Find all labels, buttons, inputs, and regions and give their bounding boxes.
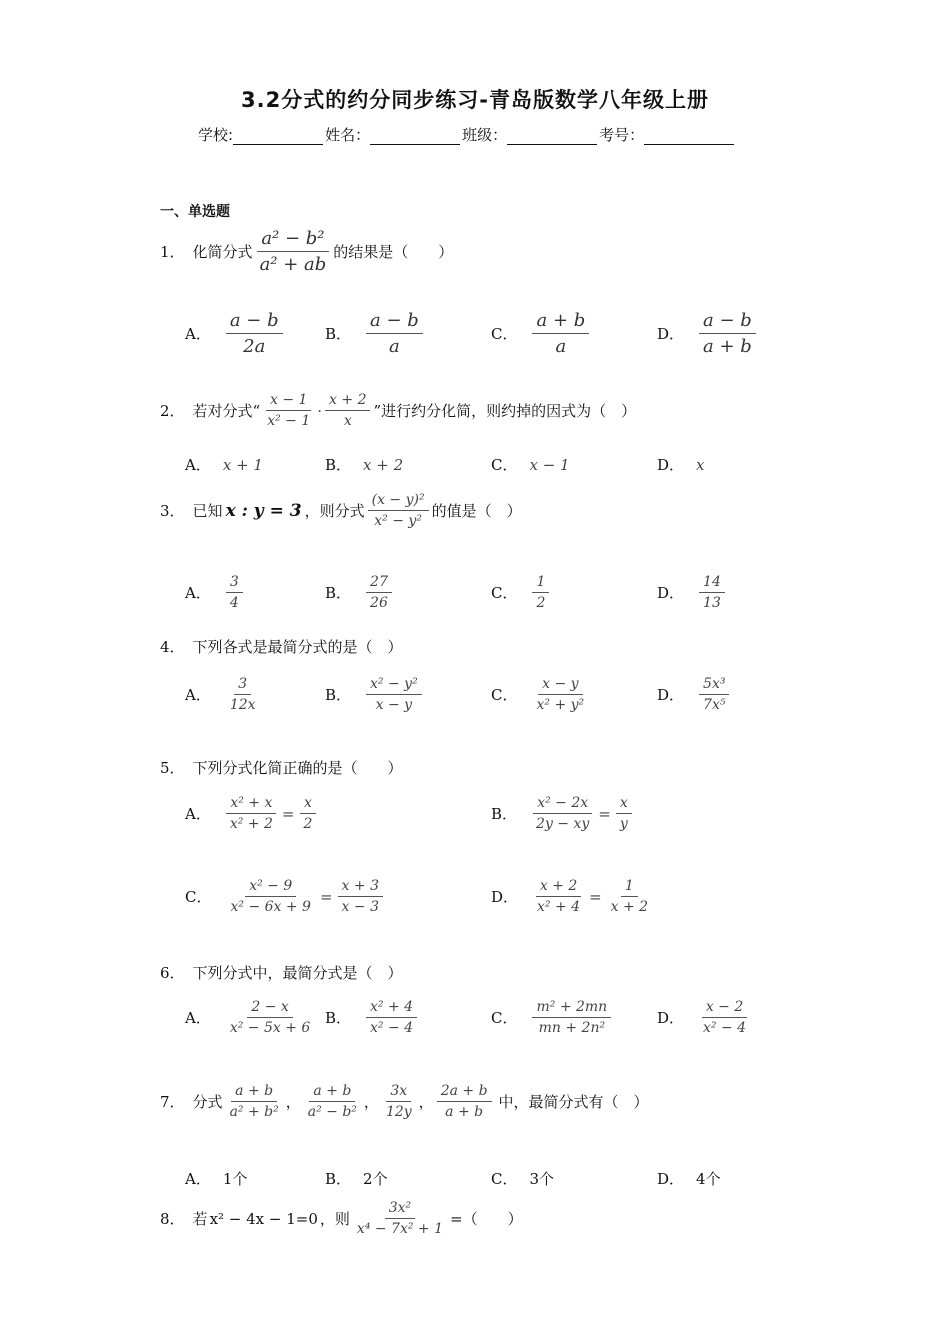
denominator: 2 — [536, 595, 546, 611]
question-fraction — [437, 1083, 492, 1120]
student-info-row — [198, 124, 736, 145]
option-label: A． — [185, 1170, 211, 1188]
option-d[interactable] — [657, 999, 753, 1036]
option-label: C． — [491, 456, 518, 474]
option-equation — [529, 795, 635, 832]
numerator: a + b — [231, 1083, 277, 1102]
option-b[interactable] — [325, 999, 420, 1036]
separator: ， — [285, 1093, 301, 1111]
denominator: 2a — [243, 336, 266, 357]
denominator: a² + b² — [229, 1104, 279, 1120]
option-fraction — [532, 999, 611, 1036]
page-title: 3.2分式的约分同步练习-青岛版数学八年级上册 — [241, 88, 709, 112]
option-equation — [223, 795, 320, 832]
denominator: x² − 5x + 6 — [229, 1020, 311, 1036]
numerator: 3x — [386, 1083, 411, 1102]
question-text: ”进行约分化简，则约掉的因式为（ ） — [373, 402, 637, 420]
denominator: x² − 4 — [703, 1020, 747, 1036]
numerator: x − y — [538, 676, 582, 695]
option-label: A． — [185, 686, 211, 704]
option-label: D． — [491, 888, 519, 906]
numerator: x — [300, 795, 316, 814]
option-fraction — [366, 310, 423, 357]
numerator: x² − 2x — [533, 795, 592, 814]
option-a[interactable] — [185, 676, 263, 713]
question-number: 1． — [160, 243, 185, 261]
numerator: a − b — [699, 310, 756, 334]
option-label: C． — [185, 888, 212, 906]
numerator: a − b — [366, 310, 423, 334]
option-c[interactable] — [491, 574, 552, 611]
denominator: 2 — [303, 816, 313, 832]
question-fraction — [256, 228, 331, 275]
numerator: 27 — [366, 574, 392, 593]
equals-sign: = — [589, 887, 602, 906]
option-label: A． — [185, 1009, 211, 1027]
denominator: x − y — [375, 697, 413, 713]
option-fraction — [226, 676, 260, 713]
option-c[interactable] — [491, 999, 614, 1036]
option-c[interactable] — [491, 310, 592, 357]
question-fraction — [368, 492, 429, 529]
numerator: x² − 9 — [245, 878, 296, 897]
numerator: x — [616, 795, 632, 814]
right-fraction — [616, 795, 632, 832]
option-label: B． — [325, 325, 352, 343]
denominator: x² + y² — [536, 697, 585, 713]
numerator: a + b — [532, 310, 589, 334]
question-number: 6． — [160, 964, 185, 982]
denominator: 4 — [229, 595, 239, 611]
numerator: 3 — [234, 676, 251, 695]
option-d[interactable] — [657, 454, 705, 475]
question-3 — [160, 492, 522, 529]
numerator: 2 − x — [247, 999, 292, 1018]
denominator: a + b — [445, 1104, 484, 1120]
numerator: x² + x — [226, 795, 276, 814]
equals-sign: = — [281, 804, 295, 823]
option-label: B． — [325, 686, 352, 704]
option-value: x — [696, 455, 705, 474]
question-number: 5． — [160, 759, 185, 777]
option-d[interactable] — [657, 310, 759, 357]
numerator: x² − y² — [366, 676, 422, 695]
question-number: 4． — [160, 638, 185, 656]
option-value: x + 2 — [363, 455, 404, 474]
numerator: a² − b² — [257, 228, 328, 252]
option-equation — [223, 878, 386, 915]
question-text: 下列分式化简正确的是（ ） — [192, 759, 403, 777]
denominator: a — [555, 336, 567, 357]
right-fraction — [338, 878, 383, 915]
option-label: B． — [325, 1170, 352, 1188]
option-label: A． — [185, 456, 211, 474]
option-value: 4个 — [696, 1170, 721, 1188]
question-fraction — [382, 1083, 416, 1120]
option-a[interactable] — [185, 999, 317, 1036]
option-c[interactable] — [185, 878, 386, 915]
option-label: D． — [657, 1009, 685, 1027]
denominator: x² − 4 — [370, 1020, 414, 1036]
denominator: a² + ab — [259, 254, 327, 275]
numerator: x + 2 — [325, 392, 370, 411]
option-fraction — [699, 676, 729, 713]
option-label: B． — [325, 584, 352, 602]
denominator: 2y − xy — [536, 816, 590, 832]
question-text: ，则 — [319, 1210, 350, 1228]
numerator: (x − y)² — [368, 492, 429, 511]
numerator: x² + 4 — [366, 999, 417, 1018]
option-label: C． — [491, 1170, 518, 1188]
option-fraction — [532, 676, 588, 713]
option-c[interactable] — [491, 1168, 554, 1189]
question-8 — [160, 1200, 523, 1237]
question-number: 7． — [160, 1093, 185, 1111]
left-fraction — [226, 795, 277, 832]
numerator: 3 — [226, 574, 243, 593]
option-a[interactable] — [185, 1168, 247, 1189]
option-fraction — [699, 310, 756, 357]
name-blank — [370, 128, 460, 145]
question-number: 3． — [160, 502, 185, 520]
question-text: 若对分式“ — [192, 402, 261, 420]
numerator: x + 3 — [338, 878, 383, 897]
denominator: 7x⁵ — [703, 697, 726, 713]
denominator: a — [389, 336, 400, 357]
class-blank — [507, 128, 597, 145]
question-text: 已知 — [192, 502, 223, 520]
option-label: B． — [325, 1009, 352, 1027]
option-fraction — [366, 676, 422, 713]
name-label: 姓名： — [325, 126, 371, 144]
option-d[interactable] — [657, 676, 732, 713]
option-label: D． — [657, 584, 685, 602]
numerator: m² + 2mn — [532, 999, 611, 1018]
question-text: 下列各式是最简分式的是（ ） — [192, 638, 403, 656]
option-b[interactable] — [325, 676, 425, 713]
left-fraction — [532, 795, 593, 832]
question-text: =（ ） — [450, 1210, 523, 1228]
multiply-dot: · — [317, 401, 323, 420]
option-d[interactable] — [657, 574, 728, 611]
option-value: 3个 — [529, 1170, 555, 1188]
option-fraction — [366, 999, 417, 1036]
option-label: D． — [657, 686, 685, 704]
left-fraction — [533, 878, 584, 915]
option-a[interactable] — [185, 310, 286, 357]
denominator: y — [619, 816, 628, 832]
denominator: x² + 2 — [229, 816, 273, 832]
section-heading: 一、单选题 — [160, 204, 230, 220]
question-text: 化简分式 — [192, 243, 253, 261]
denominator: x⁴ − 7x² + 1 — [356, 1221, 444, 1237]
denominator: x — [343, 413, 352, 429]
question-fraction — [304, 1083, 361, 1120]
numerator: x + 2 — [536, 878, 581, 897]
option-label: C． — [491, 584, 518, 602]
question-text: 若 — [192, 1210, 208, 1228]
question-text: 分式 — [192, 1093, 223, 1111]
option-value: x + 1 — [222, 455, 263, 474]
denominator: x² − 1 — [267, 413, 311, 429]
denominator: 26 — [370, 595, 388, 611]
numerator: x − 2 — [702, 999, 747, 1018]
option-value: 1个 — [222, 1170, 248, 1188]
option-c[interactable] — [491, 454, 570, 475]
equals-sign: = — [319, 887, 333, 906]
denominator: 12y — [385, 1104, 412, 1120]
option-label: C． — [491, 1009, 518, 1027]
option-label: B． — [491, 805, 518, 823]
option-d[interactable] — [491, 878, 655, 915]
option-a[interactable] — [185, 795, 319, 832]
numerator: 1 — [621, 878, 638, 897]
option-value: 2个 — [363, 1170, 388, 1188]
question-fraction — [226, 1083, 283, 1120]
question-4 — [160, 636, 403, 657]
option-equation — [530, 878, 655, 915]
denominator: x² − 6x + 9 — [230, 899, 311, 915]
question-fraction — [325, 392, 370, 429]
numerator: 1 — [532, 574, 549, 593]
question-text: 下列分式中，最简分式是（ ） — [192, 964, 403, 982]
exam-no-blank — [644, 128, 734, 145]
denominator: mn + 2n² — [538, 1020, 606, 1036]
option-label: C． — [491, 686, 518, 704]
option-label: D． — [657, 456, 685, 474]
option-fraction — [226, 310, 283, 357]
option-b[interactable] — [325, 574, 395, 611]
option-b[interactable] — [325, 310, 426, 357]
option-label: C． — [491, 325, 518, 343]
separator: ， — [418, 1093, 434, 1111]
class-label: 班级： — [462, 126, 508, 144]
option-value: x − 1 — [529, 455, 570, 474]
question-number: 2． — [160, 402, 185, 420]
option-c[interactable] — [491, 676, 591, 713]
option-label: A． — [185, 584, 211, 602]
question-text: 的值是（ ） — [431, 502, 522, 520]
option-b[interactable] — [325, 1168, 388, 1189]
right-fraction — [299, 795, 316, 832]
question-6 — [160, 962, 403, 983]
question-1 — [160, 228, 453, 275]
option-b[interactable] — [491, 795, 635, 832]
question-7 — [160, 1083, 649, 1120]
question-2 — [160, 392, 636, 429]
left-fraction — [226, 878, 314, 915]
ratio-condition: x : y = 3 — [225, 500, 302, 521]
option-label: A． — [185, 325, 211, 343]
option-label: D． — [657, 1170, 685, 1188]
denominator: a² − b² — [307, 1104, 357, 1120]
question-fraction — [353, 1200, 447, 1237]
denominator: 13 — [703, 595, 721, 611]
question-text: ，则分式 — [304, 502, 365, 520]
option-fraction — [532, 310, 589, 357]
option-d[interactable] — [657, 1168, 721, 1189]
numerator: 14 — [699, 574, 725, 593]
option-b[interactable] — [325, 454, 403, 475]
denominator: x² − y² — [374, 513, 422, 529]
option-label: B． — [325, 456, 352, 474]
numerator: 3x² — [385, 1200, 415, 1219]
option-fraction — [226, 574, 243, 611]
denominator: x − 3 — [341, 899, 379, 915]
equation-condition: x² − 4x − 1=0 — [209, 1209, 318, 1228]
denominator: a + b — [703, 336, 752, 357]
school-blank — [233, 128, 323, 145]
exam-no-label: 考号： — [599, 126, 645, 144]
denominator: x + 2 — [610, 899, 649, 915]
option-fraction — [699, 574, 725, 611]
option-label: A． — [185, 805, 211, 823]
option-fraction — [699, 999, 750, 1036]
option-fraction — [366, 574, 392, 611]
option-a[interactable] — [185, 454, 263, 475]
question-fraction — [263, 392, 314, 429]
question-text: 的结果是（ ） — [333, 243, 454, 261]
numerator: a + b — [309, 1083, 355, 1102]
numerator: 2a + b — [437, 1083, 492, 1102]
option-label: D． — [657, 325, 685, 343]
equals-sign: = — [598, 804, 611, 823]
numerator: 5x³ — [699, 676, 729, 695]
separator: ， — [363, 1093, 379, 1111]
numerator: x − 1 — [266, 392, 311, 411]
question-number: 8． — [160, 1210, 185, 1228]
denominator: x² + 4 — [537, 899, 581, 915]
right-fraction — [607, 878, 652, 915]
school-label: 学校: — [198, 126, 234, 144]
option-fraction — [226, 999, 314, 1036]
numerator: a − b — [226, 310, 283, 334]
denominator: 12x — [229, 697, 256, 713]
question-text: 中，最简分式有（ ） — [498, 1093, 649, 1111]
option-a[interactable] — [185, 574, 246, 611]
option-fraction — [532, 574, 549, 611]
question-5 — [160, 757, 403, 778]
